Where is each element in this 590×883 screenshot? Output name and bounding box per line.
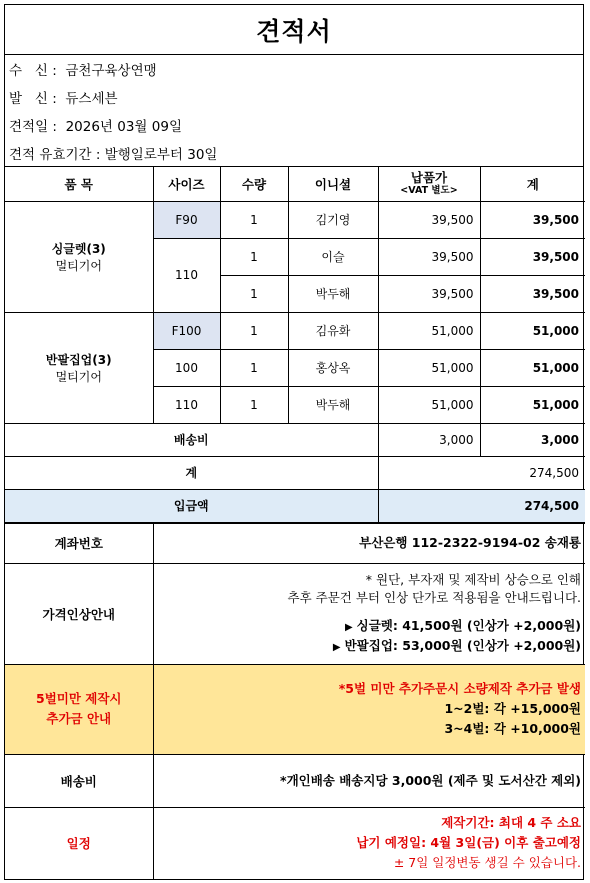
qty-cell: 1	[220, 238, 288, 275]
price-notice-item1-text: 싱글렛: 41,500원 (인상가 +2,000원)	[356, 617, 581, 633]
schedule-row	[5, 807, 585, 879]
delivery-row	[5, 754, 585, 807]
col-item: 품 목	[5, 167, 153, 201]
price-notice-item2	[154, 637, 582, 657]
small-order-line2: 1~2벌: 각 +15,000원	[444, 701, 581, 716]
small-order-line1: *5벌 미만 추가주문시 소량제작 추가금 발생	[338, 681, 581, 696]
schedule-line1: 제작기간: 최대 4 주 소요	[441, 815, 581, 831]
col-price	[378, 167, 480, 201]
small-order-content	[153, 664, 585, 754]
price-notice-line2: 추후 주문건 부터 인상 단가로 적용됨을 안내드립니다.	[287, 589, 581, 605]
account-row	[5, 523, 585, 563]
initial-cell: 박두해	[288, 386, 378, 423]
col-size: 사이즈	[153, 167, 220, 201]
shipping-row	[5, 423, 585, 456]
info-sender	[5, 83, 583, 111]
items-table	[5, 167, 585, 523]
qty-cell: 1	[220, 275, 288, 312]
size-cell: 110	[153, 386, 220, 423]
small-order-label	[5, 664, 153, 754]
col-initial: 이니셜	[288, 167, 378, 201]
notice-table	[5, 523, 585, 880]
initial-cell: 박두해	[288, 275, 378, 312]
price-notice-row	[5, 563, 585, 664]
price-cell: 51,000	[378, 349, 480, 386]
quote-sheet	[4, 4, 584, 880]
payment-value: 274,500	[378, 489, 585, 522]
arrow-right-icon: ▶	[344, 621, 353, 633]
price-cell: 39,500	[378, 275, 480, 312]
price-notice-item2-text: 반팔집업: 53,000원 (인상가 +2,000원)	[344, 637, 581, 653]
size-cell: 110	[153, 238, 220, 312]
schedule-label: 일정	[5, 807, 153, 879]
item-name: 싱글렛(3)	[51, 241, 106, 256]
info-quote-date	[5, 111, 583, 139]
info-recipient-label: 수 신 :	[9, 63, 57, 79]
col-price-sub: <VAT 별도>	[400, 184, 458, 196]
sum-row	[5, 456, 585, 489]
total-cell: 39,500	[480, 201, 585, 238]
qty-cell: 1	[220, 201, 288, 238]
info-sender-label: 발 신 :	[9, 91, 57, 107]
qty-cell: 1	[220, 349, 288, 386]
delivery-label: 배송비	[5, 754, 153, 807]
qty-cell: 1	[220, 386, 288, 423]
price-cell: 39,500	[378, 238, 480, 275]
delivery-value: *개인배송 배송지당 3,000원 (제주 및 도서산간 제외)	[153, 754, 585, 807]
shipping-price: 3,000	[378, 423, 480, 456]
price-notice-label: 가격인상안내	[5, 563, 153, 664]
total-cell: 51,000	[480, 312, 585, 349]
item-brand: 멀티기어	[55, 369, 102, 384]
info-recipient	[5, 55, 583, 83]
table-row	[5, 201, 585, 238]
info-validity-label: 견적 유효기간 :	[9, 146, 101, 163]
total-cell: 51,000	[480, 349, 585, 386]
total-cell: 51,000	[480, 386, 585, 423]
info-sender-value: 듀스세븐	[65, 91, 118, 107]
price-notice-content	[153, 563, 585, 664]
size-cell: F100	[153, 312, 220, 349]
payment-label: 입금액	[5, 489, 378, 522]
payment-row	[5, 489, 585, 522]
info-validity-value: 발행일로부터 30일	[104, 146, 218, 163]
item-name: 반팔집업(3)	[45, 352, 112, 367]
initial-cell: 김유화	[288, 312, 378, 349]
price-notice-line1: * 원단, 부자재 및 제작비 상승으로 인해	[365, 571, 581, 587]
item-brand: 멀티기어	[55, 258, 102, 273]
account-value: 부산은행 112-2322-9194-02 송재룡	[153, 523, 585, 563]
info-quote-date-value: 2026년 03월 09일	[65, 119, 182, 135]
size-cell: 100	[153, 349, 220, 386]
small-order-row	[5, 664, 585, 754]
price-cell: 51,000	[378, 312, 480, 349]
size-cell: F90	[153, 201, 220, 238]
table-row	[5, 312, 585, 349]
price-cell: 39,500	[378, 201, 480, 238]
initial-cell: 홍상옥	[288, 349, 378, 386]
qty-cell: 1	[220, 312, 288, 349]
total-cell: 39,500	[480, 238, 585, 275]
initial-cell: 이슬	[288, 238, 378, 275]
account-label: 계좌번호	[5, 523, 153, 563]
item-name-cell	[5, 201, 153, 312]
price-cell: 51,000	[378, 386, 480, 423]
schedule-content	[153, 807, 585, 879]
price-notice-item1	[154, 617, 582, 637]
arrow-right-icon: ▶	[332, 641, 341, 653]
small-order-line3: 3~4벌: 각 +10,000원	[444, 721, 581, 736]
price-notice-spacer	[154, 607, 582, 617]
items-header-row	[5, 167, 585, 201]
col-total: 계	[480, 167, 585, 201]
document-title: 견적서	[5, 5, 583, 55]
info-quote-date-label: 견적일 :	[9, 119, 57, 135]
total-cell: 39,500	[480, 275, 585, 312]
initial-cell: 김기영	[288, 201, 378, 238]
schedule-line2: 납기 예정일: 4월 3일(금) 이후 출고예정	[356, 835, 581, 851]
small-order-label-line2: 추가금 안내	[46, 711, 112, 726]
shipping-label: 배송비	[5, 423, 378, 456]
sum-value: 274,500	[378, 456, 585, 489]
col-qty: 수량	[220, 167, 288, 201]
small-order-label-line1: 5벌미만 제작시	[36, 691, 122, 706]
col-price-label: 납품가	[410, 169, 448, 185]
schedule-line3: ± 7일 일정변동 생길 수 있습니다.	[393, 855, 581, 871]
item-name-cell	[5, 312, 153, 423]
sum-label: 계	[5, 456, 378, 489]
info-recipient-value: 금천구육상연맹	[65, 63, 157, 79]
info-validity	[5, 139, 583, 167]
shipping-total: 3,000	[480, 423, 585, 456]
